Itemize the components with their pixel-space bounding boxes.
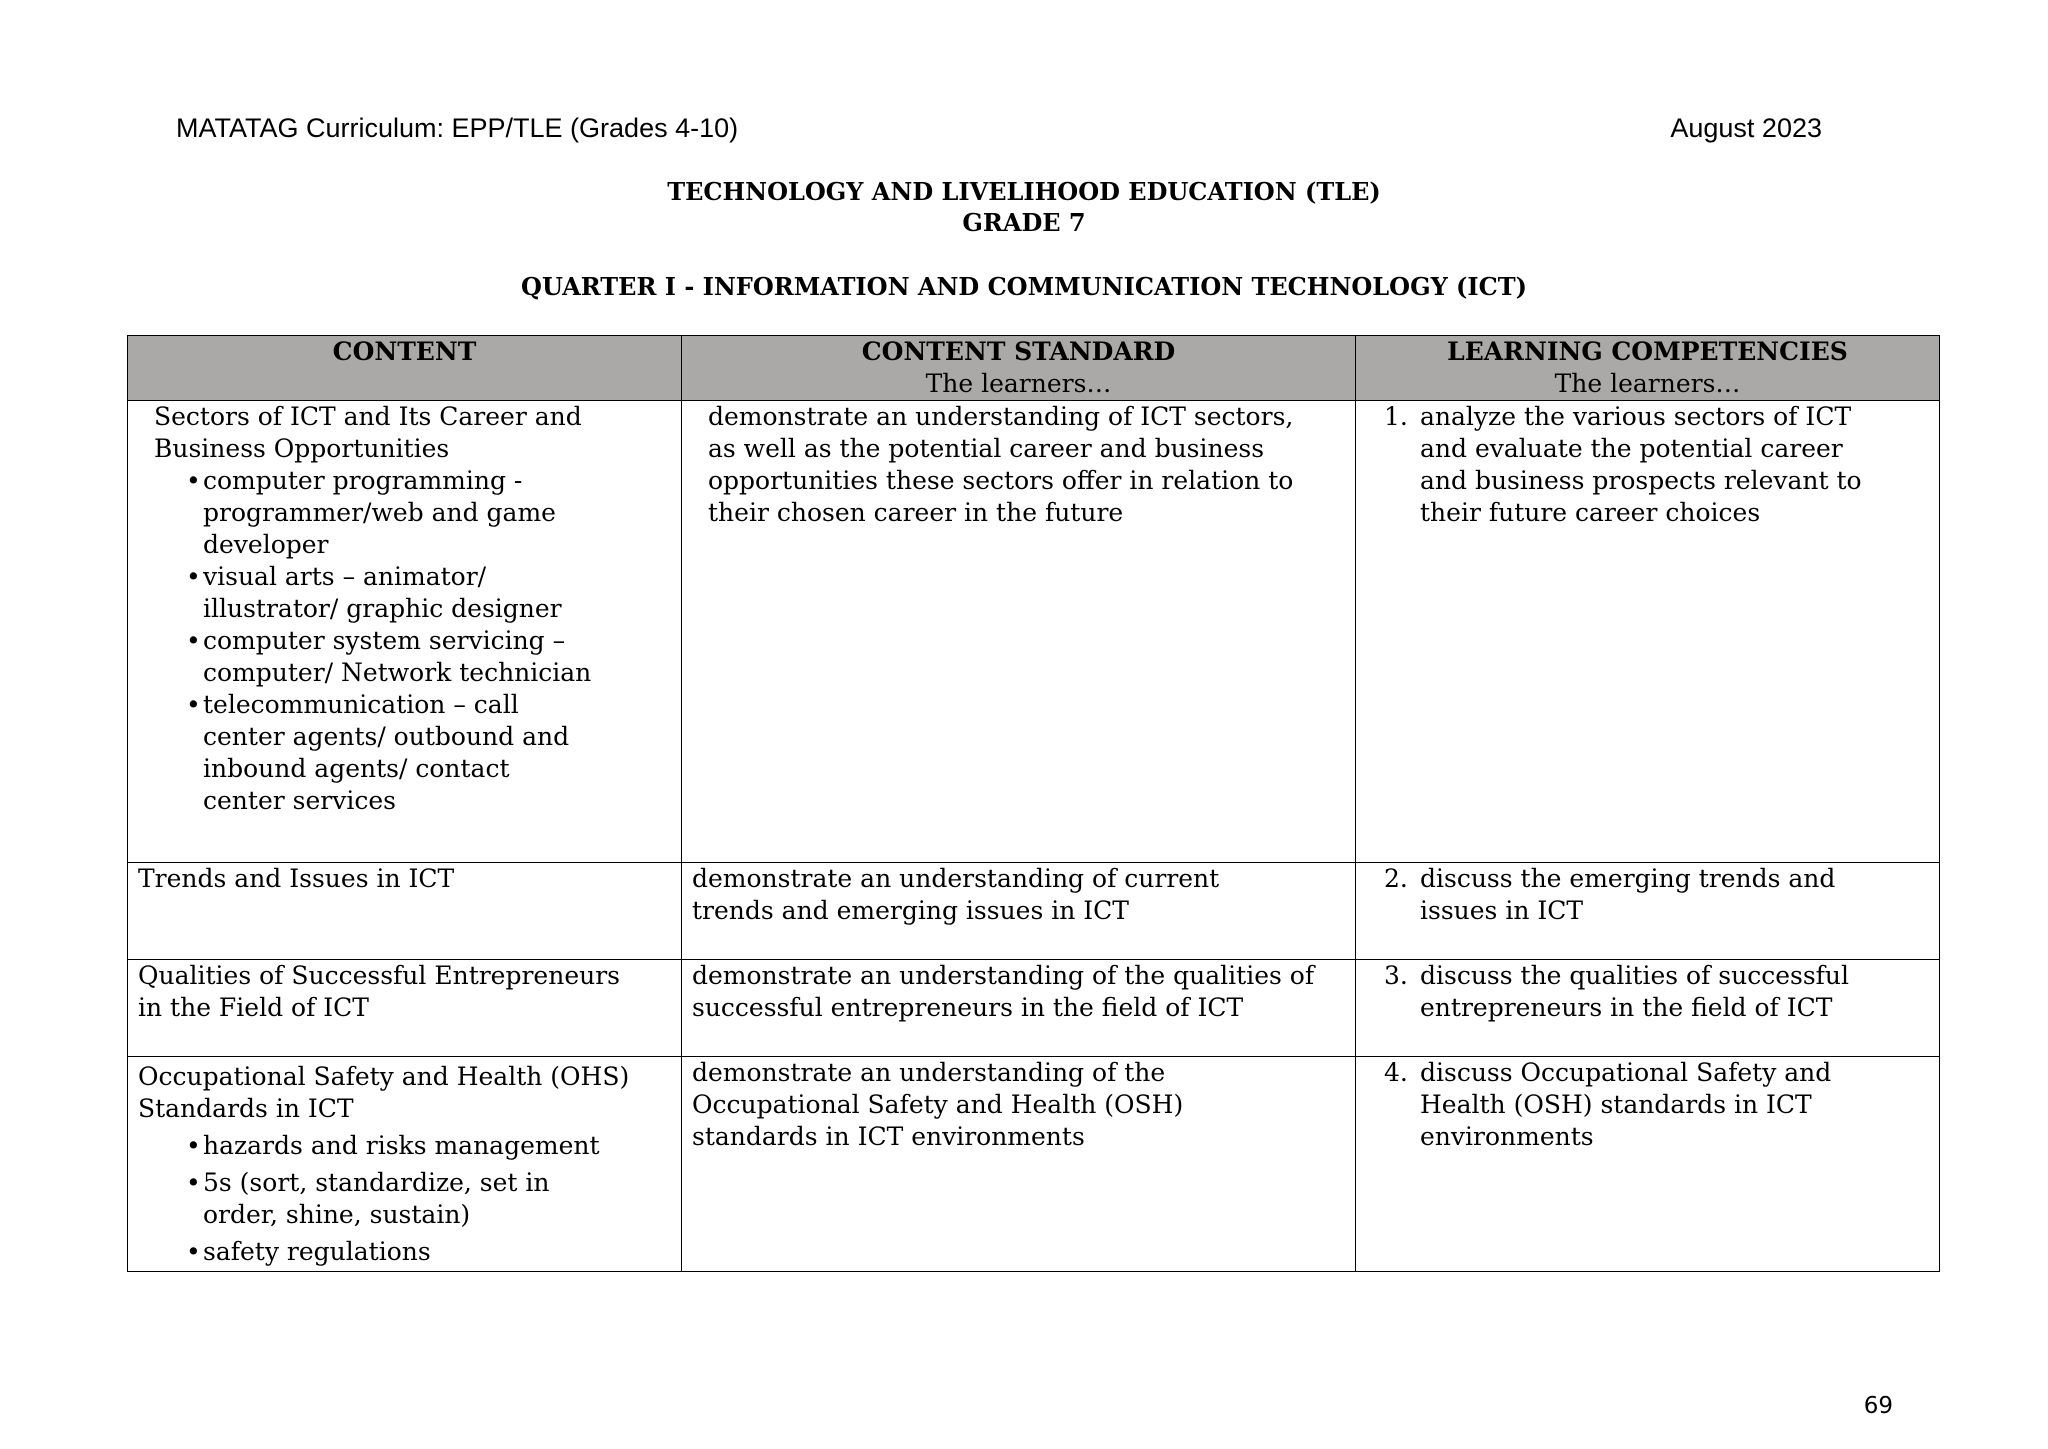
content-bullet-list xyxy=(128,1130,681,1268)
standard-cell xyxy=(682,1057,1356,1272)
subject-title: TECHNOLOGY AND LIVELIHOOD EDUCATION (TLE) xyxy=(667,177,1381,206)
content-cell xyxy=(128,1057,682,1272)
content-text: Business Opportunities xyxy=(154,434,450,463)
quarter-title: QUARTER I - INFORMATION AND COMMUNICATION TECHNOLOGY (ICT) xyxy=(521,272,1527,301)
column-header-label: LEARNING COMPETENCIES xyxy=(1447,337,1848,366)
bullet-text: order, shine, sustain) xyxy=(203,1200,471,1229)
standard-text: trends and emerging issues in ICT xyxy=(692,896,1129,925)
bullet-text: • safety regulations xyxy=(203,1237,431,1266)
competency-number: 1. xyxy=(1384,402,1408,431)
competency-text: their future career choices xyxy=(1420,498,1761,527)
content-text: Trends and Issues in ICT xyxy=(138,864,455,893)
content-text: Occupational Safety and Health (OHS) xyxy=(138,1062,630,1091)
page-number: 69 xyxy=(1863,1393,1893,1419)
document-header-date: August 2023 xyxy=(1670,113,1822,143)
bullet-text: inbound agents/ contact xyxy=(203,754,510,783)
standard-text: standards in ICT environments xyxy=(692,1122,1085,1151)
bullet-text: • visual arts – animator/ xyxy=(203,562,487,591)
standard-cell xyxy=(682,401,1356,863)
standard-text: opportunities these sectors offer in relation to xyxy=(708,466,1294,495)
bullet-item xyxy=(128,465,681,561)
content-cell xyxy=(128,401,682,863)
competency-text: and evaluate the potential career xyxy=(1420,434,1843,463)
competency-text: analyze the various sectors of ICT xyxy=(1420,402,1852,431)
bullet-item xyxy=(128,1236,681,1268)
bullet-text: center agents/ outbound and xyxy=(203,722,570,751)
table-header-row xyxy=(128,336,1940,401)
column-header-competencies xyxy=(1356,336,1940,401)
bullet-text: computer/ Network technician xyxy=(203,658,592,687)
competency-text: environments xyxy=(1420,1122,1594,1151)
grade-title: GRADE 7 xyxy=(962,208,1086,237)
bullet-text: • hazards and risks management xyxy=(203,1131,600,1160)
bullet-item xyxy=(128,689,681,817)
table-row xyxy=(128,1057,1940,1272)
column-header-content xyxy=(128,336,682,401)
bullet-text: center services xyxy=(203,786,396,815)
competency-text: issues in ICT xyxy=(1420,896,1584,925)
content-text: in the Field of ICT xyxy=(138,993,369,1022)
standard-text: demonstrate an understanding of the qualities of xyxy=(692,961,1315,990)
bullet-item xyxy=(128,1130,681,1162)
competency-text: discuss the emerging trends and xyxy=(1420,864,1836,893)
table-row xyxy=(128,960,1940,1057)
competency-text: entrepreneurs in the field of ICT xyxy=(1420,993,1833,1022)
content-bullet-list xyxy=(128,465,681,817)
content-text: Standards in ICT xyxy=(138,1094,354,1123)
standard-text: their chosen career in the future xyxy=(708,498,1124,527)
competency-cell xyxy=(1356,863,1940,960)
standard-text: successful entrepreneurs in the field of ICT xyxy=(692,993,1244,1022)
bullet-text: • computer programming - xyxy=(203,466,523,495)
competency-cell xyxy=(1356,1057,1940,1272)
column-header-label: CONTENT xyxy=(332,337,477,366)
bullet-text: developer xyxy=(203,530,329,559)
competency-number: 3. xyxy=(1384,961,1408,990)
competency-text: discuss the qualities of successful xyxy=(1420,961,1850,990)
competency-cell xyxy=(1356,401,1940,863)
competency-number: 4. xyxy=(1384,1058,1408,1087)
content-text: Qualities of Successful Entrepreneurs xyxy=(138,961,621,990)
standard-cell xyxy=(682,863,1356,960)
standard-text: demonstrate an understanding of current xyxy=(692,864,1220,893)
standard-text: demonstrate an understanding of ICT sectors, xyxy=(708,402,1294,431)
bullet-item xyxy=(128,1167,681,1231)
bullet-text: • telecommunication – call xyxy=(203,690,519,719)
table-row xyxy=(128,401,1940,863)
column-header-sub: The learners… xyxy=(925,369,1112,398)
column-header-sub: The learners… xyxy=(1554,369,1741,398)
standard-text: demonstrate an understanding of the xyxy=(692,1058,1166,1087)
standard-text: Occupational Safety and Health (OSH) xyxy=(692,1090,1184,1119)
table-row xyxy=(128,863,1940,960)
bullet-text: • 5s (sort, standardize, set in xyxy=(203,1168,550,1197)
curriculum-table xyxy=(127,335,1940,1272)
competency-number: 2. xyxy=(1384,864,1408,893)
bullet-text: • computer system servicing – xyxy=(203,626,566,655)
bullet-text: programmer/web and game xyxy=(203,498,556,527)
bullet-text: illustrator/ graphic designer xyxy=(203,594,562,623)
column-header-label: CONTENT STANDARD xyxy=(861,337,1176,366)
competency-text: discuss Occupational Safety and xyxy=(1420,1058,1832,1087)
bullet-item xyxy=(128,625,681,689)
column-header-standard xyxy=(682,336,1356,401)
content-text: Sectors of ICT and Its Career and xyxy=(154,402,582,431)
competency-cell xyxy=(1356,960,1940,1057)
bullet-item xyxy=(128,561,681,625)
content-cell xyxy=(128,960,682,1057)
standard-text: as well as the potential career and business xyxy=(708,434,1265,463)
competency-text: and business prospects relevant to xyxy=(1420,466,1862,495)
document-header-title: MATATAG Curriculum: EPP/TLE (Grades 4-10) xyxy=(176,113,739,143)
standard-cell xyxy=(682,960,1356,1057)
competency-text: Health (OSH) standards in ICT xyxy=(1420,1090,1812,1119)
content-cell xyxy=(128,863,682,960)
